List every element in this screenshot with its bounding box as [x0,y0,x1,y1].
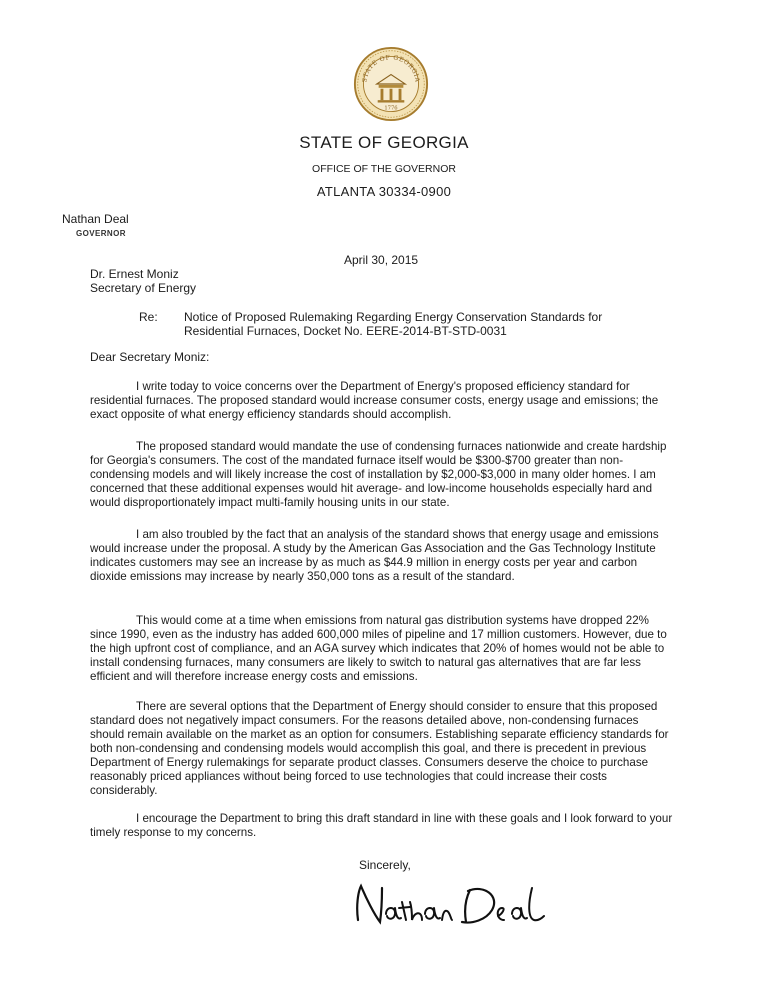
sender-name: Nathan Deal [62,212,129,226]
sender-title: GOVERNOR [76,229,126,238]
body-paragraph-5: There are several options that the Department of Energy should consider to ensure that this proposed standard does not negatively impact consumers. For the reasons detailed above, non-condensing furnaces should remain available on the market as an option for consumers. Establishing separate efficiency standards for both non-condensing and condensing models would accomplish this goal, and there is precedent in previous Department of Energy rulemakings for separate product classes. Consumers deserve the choice to purchase reasonably priced appliances without being forced to use technologies that could increase their costs considerably. [90,700,669,797]
seal-text: STATE OF GEORGIA [361,54,421,83]
subject-text: Notice of Proposed Rulemaking Regarding Energy Conservation Standards for Residential Furnaces, Docket No. EERE-2014-BT-STD-0031 [184,310,603,338]
body-paragraph-2: The proposed standard would mandate the use of condensing furnaces nationwide and create hardship for Georgia's consumers. The cost of the mandated furnace itself would be $300-$700 greater than non-condensing models and will likely increase the cost of installation by $2,000-$3,000 in many older homes. I am concerned that these additional expenses would hit average- and low-income households especially hard and would disproportionately impact multi-family housing units in our state. [90,440,667,509]
recipient-block [90,267,196,295]
recipient-title: Secretary of Energy [90,281,197,295]
body-paragraph-1: I write today to voice concerns over the Department of Energy's proposed efficiency standard for residential furnaces. The proposed standard would increase consumer costs, energy usage and emissions; the exact opposite of what energy efficiency standards should accomplish. [90,380,659,421]
state-seal-icon [353,46,429,122]
seal-year: 1776 [384,105,398,112]
signature [352,878,552,930]
recipient-name: Dr. Ernest Moniz [90,267,179,281]
closing: Sincerely, [359,858,411,872]
letter-date: April 30, 2015 [344,253,419,267]
body-paragraph-4: This would come at a time when emissions from natural gas distribution systems have dropped 22% since 1990, even as the industry has added 600,000 miles of pipeline and 17 million customers. However, due to the high upfront cost of compliance, and an AGA survey which indicates that 20% of homes would not be able to install condensing furnaces, many consumers are likely to switch to natural gas alternatives that are far less efficient and will therefore increase energy costs and emissions. [90,614,667,683]
body-paragraph-3: I am also troubled by the fact that an analysis of the standard shows that energy usage and emissions would increase under the proposal. A study by the American Gas Association and the Gas Technology Institute indicates customers may see an increase by as much as $44.9 million in energy costs per year and carbon dioxide emissions may increase by nearly 350,000 tons as a result of the standard. [90,528,659,583]
salutation: Dear Secretary Moniz: [90,350,210,364]
letterhead-state: STATE OF GEORGIA [299,133,469,152]
body-paragraph-6: I encourage the Department to bring this draft standard in line with these goals and I look forward to your timely response to my concerns. [90,812,673,839]
letterhead-office: OFFICE OF THE GOVERNOR [312,163,456,175]
subject-label: Re: [139,310,158,324]
letterhead-city: ATLANTA 30334-0900 [316,184,452,199]
